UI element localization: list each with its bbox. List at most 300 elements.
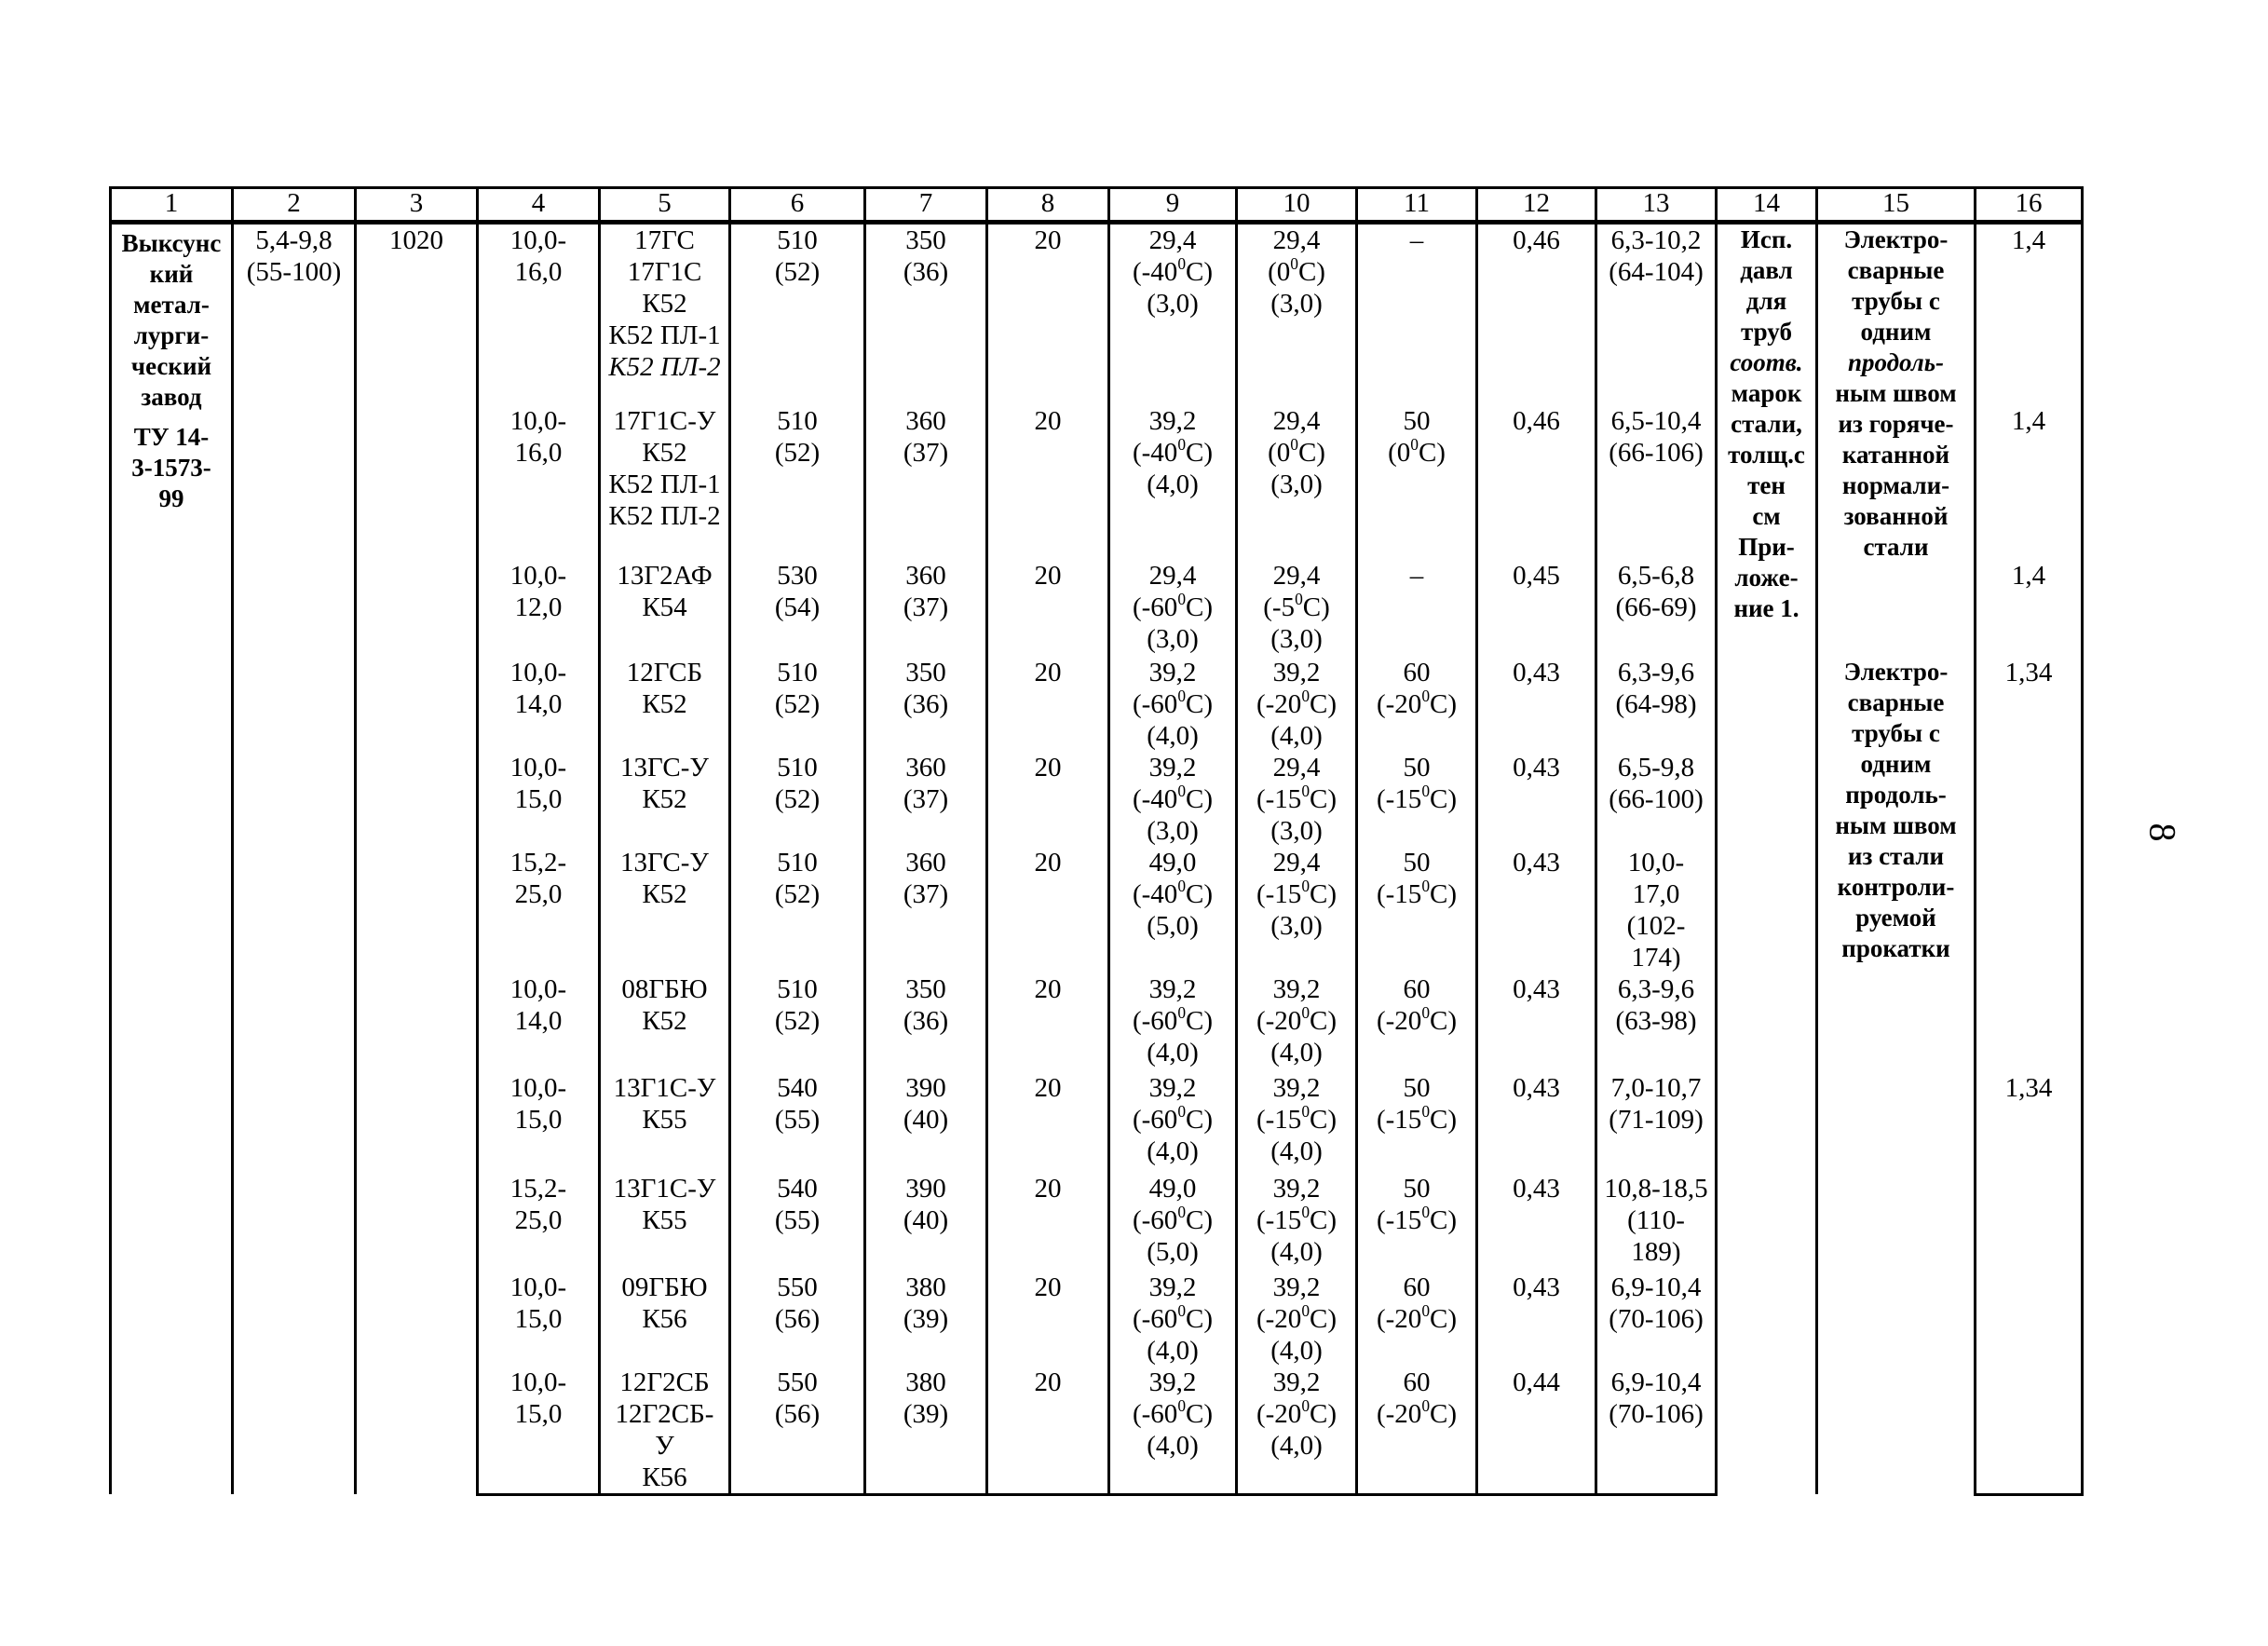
cell-line: 15,0 — [514, 1303, 563, 1334]
impact-base-cell — [1109, 1367, 1237, 1495]
cell-line: стали — [1863, 533, 1929, 561]
cell-line: К52 ПЛ-1 — [608, 469, 721, 499]
cell-line: 17Г1С-У — [613, 405, 716, 436]
cell-line: из стали — [1847, 841, 1945, 870]
shear-cell — [1357, 657, 1477, 752]
cell-line: лурги- — [133, 321, 210, 349]
cell-line: продоль- — [1845, 780, 1947, 809]
cell-line: продоль- — [1847, 348, 1945, 376]
coefficient-cell — [1976, 560, 2083, 657]
coefficient-cell — [1976, 1072, 2083, 1173]
cell-line: 6,9-10,4 — [1610, 1367, 1702, 1397]
table-row — [111, 223, 2083, 405]
impact-weld-cell — [1237, 752, 1357, 847]
pressure-cell — [1596, 560, 1717, 657]
cell-line: сварные — [1847, 256, 1945, 284]
cell-line: 20 — [1034, 560, 1062, 591]
cell-line: $(-20^0С)$ — [1376, 1002, 1458, 1036]
cell-line: $(-60^0С)$ — [1132, 1395, 1214, 1429]
cell-line: $(-20^0С)$ — [1376, 1300, 1458, 1334]
cell-line: 29,4 — [1272, 405, 1321, 436]
cell-line: К55 — [642, 1104, 687, 1135]
cell-line: (4,0) — [1270, 1430, 1323, 1461]
cell-line: 0,46 — [1513, 225, 1560, 255]
coefficient-cell — [1976, 973, 2083, 1072]
cell-line: см — [1752, 502, 1781, 530]
cell-line: 0,43 — [1513, 1272, 1560, 1302]
cell-line: (63-98) — [1615, 1005, 1697, 1036]
cell-line: К55 — [642, 1204, 687, 1235]
cell-line: У — [655, 1430, 674, 1461]
impact-base-cell — [1109, 752, 1237, 847]
cell-line: 390 — [905, 1173, 946, 1204]
cell-line: 29,4 — [1272, 847, 1321, 877]
tensile-strength-cell — [730, 973, 865, 1072]
column-header-14: 14 — [1717, 188, 1817, 223]
column-header-9: 9 — [1109, 188, 1237, 223]
impact-weld-cell — [1237, 1272, 1357, 1367]
shear-cell — [1357, 560, 1477, 657]
cell-line: (102- — [1626, 910, 1686, 941]
cell-line: 6,9-10,4 — [1610, 1272, 1702, 1302]
column-header-15: 15 — [1817, 188, 1976, 223]
coefficient-cell — [1976, 405, 2083, 560]
cell-line: 20 — [1034, 752, 1062, 782]
cell-line: марок — [1731, 379, 1802, 407]
cell-line: 50 — [1403, 1072, 1431, 1103]
cell-line: завод — [141, 383, 202, 411]
cell-line: 49,0 — [1148, 1173, 1197, 1204]
cell-line: 09ГБЮ — [621, 1272, 708, 1302]
thickness-cell — [478, 752, 600, 847]
coefficient-cell — [1976, 1272, 2083, 1367]
cell-line: 60 — [1403, 1367, 1431, 1397]
cell-line: труб — [1741, 318, 1792, 346]
header-row — [111, 188, 2083, 223]
cell-line: толщ.с — [1728, 441, 1805, 469]
manufacturer-cell — [111, 223, 233, 1495]
carbon-equivalent-cell — [1477, 657, 1596, 752]
cell-line: 39,2 — [1148, 1272, 1197, 1302]
impact-weld-cell — [1237, 1072, 1357, 1173]
cell-line: 510 — [777, 405, 818, 436]
cell-line: (55) — [774, 1104, 821, 1135]
pressure-cell — [1596, 405, 1717, 560]
cell-line: 0,43 — [1513, 1072, 1560, 1103]
cell-line: К52 ПЛ-2 — [608, 352, 721, 382]
cell-line: 0,43 — [1513, 973, 1560, 1004]
cell-line: 380 — [905, 1272, 946, 1302]
tensile-strength-cell — [730, 657, 865, 752]
cell-line: ческий — [130, 352, 212, 380]
cell-line: (39) — [903, 1398, 949, 1429]
steel-grade-cell — [600, 223, 730, 405]
cell-line: 49,0 — [1148, 847, 1197, 877]
cell-line: $(-20^0С)$ — [1376, 1395, 1458, 1429]
cell-line: нормали- — [1841, 471, 1950, 499]
thickness-cell — [478, 1367, 600, 1495]
impact-base-cell — [1109, 560, 1237, 657]
cell-line: – — [1409, 225, 1424, 255]
cell-line: сварные — [1847, 687, 1945, 716]
cell-line: (52) — [774, 783, 821, 814]
cell-line: (3,0) — [1147, 815, 1199, 846]
tensile-strength-cell — [730, 1272, 865, 1367]
cell-line: 510 — [777, 847, 818, 877]
cell-line: К52 — [642, 437, 687, 468]
yield-strength-cell — [865, 405, 987, 560]
elongation-cell — [987, 1272, 1109, 1367]
cell-line: 360 — [905, 847, 946, 877]
cell-line: К54 — [642, 592, 687, 622]
cell-line: $(-40^0С)$ — [1132, 253, 1214, 287]
cell-line: $(-15^0С)$ — [1256, 876, 1338, 909]
shear-cell — [1357, 223, 1477, 405]
cell-line: 39,2 — [1272, 1367, 1321, 1397]
cell-line: 15,2- — [509, 847, 567, 877]
cell-line: 510 — [777, 657, 818, 687]
yield-strength-cell — [865, 1367, 987, 1495]
cell-line: (4,0) — [1270, 1136, 1323, 1166]
shear-cell — [1357, 752, 1477, 847]
cell-line: (36) — [903, 257, 949, 287]
yield-strength-cell — [865, 847, 987, 973]
cell-line: (4,0) — [1270, 720, 1323, 751]
carbon-equivalent-cell — [1477, 1272, 1596, 1367]
cell-line: (39) — [903, 1303, 949, 1334]
cell-line: $(-20^0С)$ — [1256, 1395, 1338, 1429]
cell-line: 50 — [1403, 847, 1431, 877]
cell-line: 20 — [1034, 657, 1062, 687]
cell-line: ние 1. — [1733, 594, 1799, 622]
shear-cell — [1357, 1173, 1477, 1272]
shear-cell — [1357, 405, 1477, 560]
cell-line: 10,0- — [509, 560, 567, 591]
cell-line: (37) — [903, 592, 949, 622]
tensile-strength-cell — [730, 847, 865, 973]
cell-line: (55) — [774, 1204, 821, 1235]
tensile-strength-cell — [730, 752, 865, 847]
cell-line: К52 ПЛ-2 — [608, 500, 721, 531]
cell-line: 510 — [777, 752, 818, 782]
shear-cell — [1357, 1072, 1477, 1173]
steel-grade-cell — [600, 1272, 730, 1367]
cell-line: $(-15^0С)$ — [1376, 876, 1458, 909]
cell-line: 16,0 — [514, 437, 563, 468]
cell-line: $(-20^0С)$ — [1256, 1002, 1338, 1036]
cell-line: 1,4 — [2011, 405, 2046, 436]
thickness-cell — [478, 223, 600, 405]
cell-line: 16,0 — [514, 257, 563, 287]
pressure-cell — [1596, 847, 1717, 973]
cell-line: 6,3-10,2 — [1610, 225, 1702, 255]
column-header-4: 4 — [478, 188, 600, 223]
cell-line: (3,0) — [1147, 623, 1199, 654]
carbon-equivalent-cell — [1477, 1072, 1596, 1173]
cell-line: стали, — [1731, 410, 1802, 438]
tensile-strength-cell — [730, 405, 865, 560]
steel-grade-cell — [600, 405, 730, 560]
cell-line: 29,4 — [1148, 225, 1197, 255]
cell-line: (4,0) — [1147, 469, 1199, 499]
cell-line: (36) — [903, 688, 949, 719]
steel-grade-cell — [600, 560, 730, 657]
elongation-cell — [987, 1072, 1109, 1173]
thickness-cell — [478, 657, 600, 752]
impact-base-cell — [1109, 223, 1237, 405]
cell-line: 25,0 — [514, 878, 563, 909]
thickness-cell — [478, 405, 600, 560]
diameter-cell — [356, 223, 478, 1495]
cell-line: ложе- — [1734, 564, 1799, 592]
cell-line: (5,0) — [1147, 1236, 1199, 1267]
cell-line: $(-40^0С)$ — [1132, 434, 1214, 468]
cell-line: При- — [1738, 533, 1795, 561]
cell-line: 1,4 — [2011, 225, 2046, 255]
impact-weld-cell — [1237, 1367, 1357, 1495]
cell-line: (66-100) — [1609, 783, 1704, 814]
cell-line: трубы с — [1852, 718, 1940, 747]
cell-line: (3,0) — [1270, 469, 1323, 499]
cell-line: 13Г1С-У — [613, 1173, 716, 1204]
cell-line: (64-98) — [1615, 688, 1697, 719]
cell-line: (4,0) — [1147, 720, 1199, 751]
cell-line: 390 — [905, 1072, 946, 1103]
cell-line: 189) — [1631, 1236, 1681, 1267]
cell-line: (4,0) — [1147, 1335, 1199, 1366]
elongation-cell — [987, 1173, 1109, 1272]
carbon-equivalent-cell — [1477, 1173, 1596, 1272]
cell-line: ным швом — [1835, 810, 1957, 839]
cell-line: для — [1745, 287, 1787, 315]
cell-line: Выксунс — [121, 229, 222, 257]
cell-line: 39,2 — [1148, 405, 1197, 436]
elongation-cell — [987, 752, 1109, 847]
yield-strength-cell — [865, 1173, 987, 1272]
pressure-cell — [1596, 1173, 1717, 1272]
cell-line: (70-106) — [1609, 1398, 1704, 1429]
diameter-range-cell — [233, 223, 356, 1495]
cell-line: (3,0) — [1270, 815, 1323, 846]
cell-line: К52 — [642, 783, 687, 814]
tensile-strength-cell — [730, 1072, 865, 1173]
cell-line: давл — [1740, 256, 1793, 284]
cell-line: (3,0) — [1270, 910, 1323, 941]
cell-line: (37) — [903, 437, 949, 468]
elongation-cell — [987, 223, 1109, 405]
page-number: 8 — [2141, 823, 2184, 842]
carbon-equivalent-cell — [1477, 223, 1596, 405]
cell-line: 29,4 — [1272, 752, 1321, 782]
cell-line: К52 ПЛ-1 — [608, 320, 721, 350]
data-table — [109, 186, 2084, 1496]
elongation-cell — [987, 405, 1109, 560]
cell-line: $(0^0С)$ — [1268, 253, 1325, 287]
cell-line: (56) — [774, 1303, 821, 1334]
cell-line: $(-60^0С)$ — [1132, 686, 1214, 719]
cell-line: 29,4 — [1148, 560, 1197, 591]
cell-line: 0,43 — [1513, 847, 1560, 877]
column-header-7: 7 — [865, 188, 987, 223]
steel-grade-cell — [600, 1367, 730, 1495]
cell-line: 29,4 — [1272, 560, 1321, 591]
cell-line: (66-106) — [1609, 437, 1704, 468]
cell-line: 1,34 — [2004, 1072, 2053, 1103]
impact-base-cell — [1109, 973, 1237, 1072]
cell-line: $(-60^0С)$ — [1132, 1300, 1214, 1334]
cell-line: 12,0 — [514, 592, 563, 622]
cell-line: 10,0- — [509, 225, 567, 255]
thickness-cell — [478, 1272, 600, 1367]
yield-strength-cell — [865, 223, 987, 405]
coefficient-cell — [1976, 1367, 2083, 1495]
cell-line: 39,2 — [1272, 1173, 1321, 1204]
cell-line: 39,2 — [1148, 973, 1197, 1004]
cell-line: 10,0- — [509, 657, 567, 687]
cell-line: 10,0- — [509, 752, 567, 782]
yield-strength-cell — [865, 657, 987, 752]
cell-line: контроли- — [1837, 872, 1955, 901]
cell-line: 29,4 — [1272, 225, 1321, 255]
cell-line: 99 — [158, 484, 184, 512]
cell-line: метал- — [133, 291, 210, 319]
cell-line: 25,0 — [514, 1204, 563, 1235]
cell-line: (66-69) — [1615, 592, 1697, 622]
cell-line: 39,2 — [1148, 752, 1197, 782]
cell-line: соотв. — [1730, 348, 1803, 376]
cell-line: $(0^0С)$ — [1388, 434, 1446, 468]
cell-line: 0,45 — [1513, 560, 1560, 591]
impact-weld-cell — [1237, 560, 1357, 657]
cell-line: 12Г2СБ- — [615, 1398, 714, 1429]
cell-line: 39,2 — [1272, 1272, 1321, 1302]
cell-line: 14,0 — [514, 1005, 563, 1036]
cell-line: 20 — [1034, 1072, 1062, 1103]
cell-line: зованной — [1843, 502, 1949, 530]
cell-line: $(-60^0С)$ — [1132, 1002, 1214, 1036]
coefficient-cell — [1976, 657, 2083, 752]
cell-line: 530 — [777, 560, 818, 591]
cell-line: 20 — [1034, 1272, 1062, 1302]
description-hot-rolled-cell — [1817, 223, 1976, 657]
cell-line: 6,3-9,6 — [1617, 657, 1695, 687]
cell-line: (54) — [774, 592, 821, 622]
cell-line: $(0^0С)$ — [1268, 434, 1325, 468]
cell-line: 10,8-18,5 — [1604, 1173, 1708, 1204]
coefficient-cell — [1976, 752, 2083, 847]
cell-line: (52) — [774, 688, 821, 719]
cell-line: (52) — [774, 1005, 821, 1036]
cell-line: 0,43 — [1513, 1173, 1560, 1204]
cell-line: К52 — [642, 878, 687, 909]
cell-line: 15,0 — [514, 1398, 563, 1429]
cell-line: 360 — [905, 560, 946, 591]
cell-line: (64-104) — [1609, 257, 1704, 287]
carbon-equivalent-cell — [1477, 752, 1596, 847]
pressure-note-cell — [1717, 223, 1817, 1495]
pressure-cell — [1596, 1072, 1717, 1173]
cell-line: (3,0) — [1270, 623, 1323, 654]
shear-cell — [1357, 1272, 1477, 1367]
cell-line: (52) — [774, 437, 821, 468]
cell-line: 0,44 — [1513, 1367, 1560, 1397]
cell-line: 13ГС-У — [620, 752, 709, 782]
steel-grade-cell — [600, 657, 730, 752]
cell-line: К56 — [642, 1303, 687, 1334]
cell-line: (56) — [774, 1398, 821, 1429]
column-header-3: 3 — [356, 188, 478, 223]
impact-weld-cell — [1237, 973, 1357, 1072]
cell-line: 13Г1С-У — [613, 1072, 716, 1103]
cell-line: 13Г2АФ — [617, 560, 713, 591]
cell-line: $(-15^0С)$ — [1376, 1101, 1458, 1135]
cell-line: кий — [149, 260, 194, 288]
impact-weld-cell — [1237, 223, 1357, 405]
cell-line: (52) — [774, 257, 821, 287]
cell-line: 60 — [1403, 1272, 1431, 1302]
cell-line: К52 — [642, 688, 687, 719]
cell-line: (71-109) — [1609, 1104, 1704, 1135]
cell-line: $(-60^0С)$ — [1132, 1101, 1214, 1135]
cell-line: $(-15^0С)$ — [1256, 1101, 1338, 1135]
tensile-strength-cell — [730, 223, 865, 405]
cell-line: К52 — [642, 289, 687, 319]
yield-strength-cell — [865, 1272, 987, 1367]
column-header-5: 5 — [600, 188, 730, 223]
tensile-strength-cell — [730, 1367, 865, 1495]
carbon-equivalent-cell — [1477, 560, 1596, 657]
cell-line: Электро- — [1843, 657, 1949, 686]
yield-strength-cell — [865, 1072, 987, 1173]
coefficient-cell — [1976, 1173, 2083, 1272]
cell-line: (4,0) — [1147, 1430, 1199, 1461]
cell-line: 0,46 — [1513, 405, 1560, 436]
impact-base-cell — [1109, 847, 1237, 973]
cell-line: 510 — [777, 973, 818, 1004]
thickness-cell — [478, 560, 600, 657]
cell-line: 510 — [777, 225, 818, 255]
cell-line: $(-15^0С)$ — [1256, 781, 1338, 814]
column-header-11: 11 — [1357, 188, 1477, 223]
cell-line: 15,2- — [509, 1173, 567, 1204]
cell-line: К52 — [642, 1005, 687, 1036]
cell-line: 1020 — [389, 225, 443, 255]
impact-base-cell — [1109, 1173, 1237, 1272]
cell-line: из горяче- — [1838, 410, 1954, 438]
cell-line: 10,0- — [509, 1272, 567, 1302]
cell-line: (4,0) — [1270, 1236, 1323, 1267]
cell-line: – — [1409, 560, 1424, 591]
coefficient-cell — [1976, 847, 2083, 973]
yield-strength-cell — [865, 973, 987, 1072]
cell-line: $(-15^0С)$ — [1256, 1202, 1338, 1235]
cell-line: 6,5-9,8 — [1617, 752, 1695, 782]
column-header-2: 2 — [233, 188, 356, 223]
impact-base-cell — [1109, 657, 1237, 752]
elongation-cell — [987, 1367, 1109, 1495]
cell-line: 1,4 — [2011, 560, 2046, 591]
cell-line: 10,0- — [509, 973, 567, 1004]
cell-line: $(-40^0С)$ — [1132, 876, 1214, 909]
pressure-cell — [1596, 657, 1717, 752]
column-header-6: 6 — [730, 188, 865, 223]
steel-grade-cell — [600, 752, 730, 847]
carbon-equivalent-cell — [1477, 1367, 1596, 1495]
cell-line: 360 — [905, 405, 946, 436]
cell-line: руемой — [1855, 903, 1936, 932]
cell-line: 350 — [905, 657, 946, 687]
cell-line: 550 — [777, 1367, 818, 1397]
